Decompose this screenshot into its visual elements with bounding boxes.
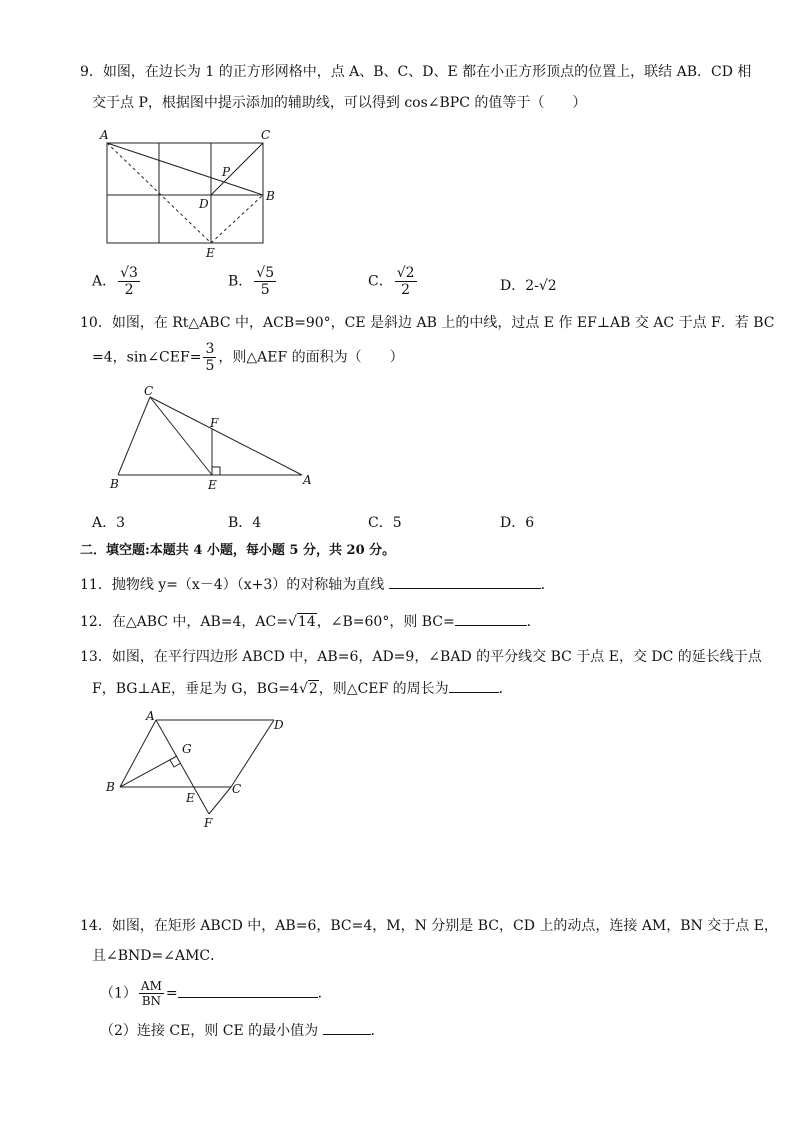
answer-blank xyxy=(178,983,318,998)
label-e: E xyxy=(208,478,217,492)
section-heading: 二．填空题:本题共 4 小题，每小题 5 分，共 20 分。 xyxy=(80,543,396,558)
q13-figure xyxy=(100,708,300,834)
q10-line1: 10．如图，在 Rt△ABC 中，ACB=90°，CE 是斜边 AB 上的中线，过点 E 作 EF⊥AB 交 AC 于点 F．若 BC xyxy=(80,315,775,331)
q10-line2: =4，sin∠CEF= $\frac{3}{5}$ ，则△AEF 的面积为（ ） xyxy=(92,341,404,374)
q13-line1: 13．如图，在平行四边形 ABCD 中，AB=6，AD=9，∠BAD 的平分线交 BC 于点 E，交 DC 的延长线于点 xyxy=(80,649,762,665)
label-c: C xyxy=(261,128,271,142)
q9-option-b: B． $\frac{√5}{5}$ xyxy=(228,265,275,298)
label-e: E xyxy=(186,791,195,805)
answer-blank xyxy=(389,574,541,589)
q9-option-d: D．2-√2 xyxy=(500,278,557,294)
q9-option-a: A． $\frac{√3}{2}$ xyxy=(92,265,138,298)
label-a: A xyxy=(303,473,312,487)
answer-blank xyxy=(323,1020,371,1035)
q10-option-c: C．5 xyxy=(368,515,402,531)
q14-line2: 且∠BND=∠AMC． xyxy=(92,948,225,964)
q14-sub2: （2）连接 CE，则 CE 的最小值为 ． xyxy=(100,1020,385,1041)
q10-option-d: D．6 xyxy=(500,515,535,531)
label-a: A xyxy=(100,128,109,142)
label-a: A xyxy=(146,709,155,723)
label-b: B xyxy=(106,780,115,794)
q13-line2: F，BG⊥AE，垂足为 G，BG=4√2，则△CEF 的周长为 ． xyxy=(92,678,513,699)
dashed-eb xyxy=(211,195,263,243)
label-p: P xyxy=(222,165,231,179)
q10-figure xyxy=(104,385,324,495)
answer-blank xyxy=(455,611,527,626)
segment-cd xyxy=(211,143,263,195)
q10-option-b: B．4 xyxy=(228,515,262,531)
label-f: F xyxy=(210,416,219,430)
label-b: B xyxy=(110,477,119,491)
q9-figure xyxy=(98,126,288,262)
label-b: B xyxy=(266,189,275,203)
label-d: D xyxy=(274,718,284,732)
q9-line2: 交于点 P，根据图中提示添加的辅助线，可以得到 cos∠BPC 的值等于（ ） xyxy=(92,95,587,111)
q10-option-a: A．3 xyxy=(92,515,126,531)
q14-line1: 14．如图，在矩形 ABCD 中，AB=6，BC=4，M，N 分别是 BC，CD 上的动点，连接 AM，BN 交于点 E， xyxy=(80,918,778,934)
answer-blank xyxy=(449,678,499,693)
label-g: G xyxy=(182,742,192,756)
q14-sub1: （1） $\frac{AM}{BN}$ = ． xyxy=(100,979,332,1008)
q9-option-c: C． $\frac{√2}{2}$ xyxy=(368,265,415,298)
label-c: C xyxy=(232,782,242,796)
segment-ab xyxy=(107,143,263,195)
label-e: E xyxy=(206,246,215,260)
q11-line: 11．抛物线 y=（x－4）（x+3）的对称轴为直线 ． xyxy=(80,574,555,595)
label-f: F xyxy=(204,816,213,830)
q12-line: 12．在△ABC 中，AB=4，AC=√14，∠B=60°，则 BC= ． xyxy=(80,611,541,632)
q9-line1: 9．如图，在边长为 1 的正方形网格中，点 A、B、C、D、E 都在小正方形顶点的位置上，联结 AB．CD 相 xyxy=(80,64,752,80)
label-d: D xyxy=(199,197,209,211)
label-c: C xyxy=(144,385,154,398)
